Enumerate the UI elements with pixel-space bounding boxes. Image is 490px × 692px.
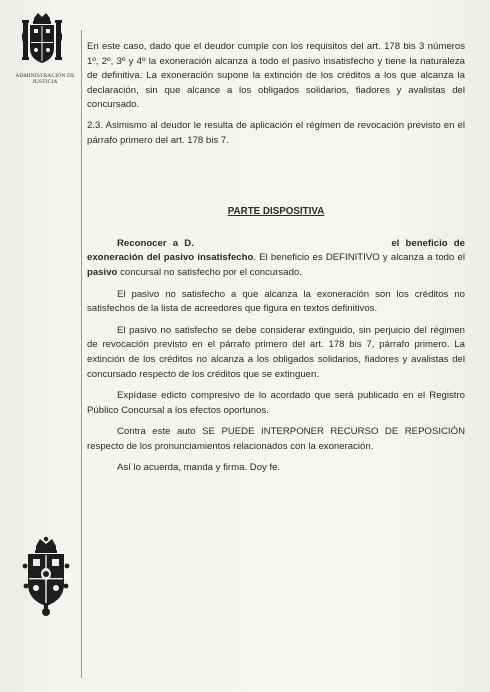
ruling-pasivo-text: pasivo <box>87 266 118 278</box>
paragraph-revocation-regime: 2.3. Asimismo al deudor le resulta de aplicación el régimen de revocación previsto en el párrafo primero del art. 178 bis 7. <box>87 119 465 146</box>
ruling-paragraph <box>87 237 465 281</box>
paragraph-exoneration-scope: En este caso, dado que el deudor cumple con los requisitos del art. 178 bis 3 números 1º, 2º, 3º y 4º la exoneración alcanza a todo el pasivo insatisfecho y tiene la naturaleza de definitiva. La exoneración supone la extinción de los créditos a los que alcanza la declaración, sin que alcance a los obligados solidarios, fiadores y avalistas del concursado. <box>87 41 465 111</box>
document-body <box>87 40 465 476</box>
coat-of-arms-icon <box>20 12 64 70</box>
royal-crest-icon <box>22 536 70 620</box>
paragraph-edict: Expídase edicto compresivo de lo acordado que será publicado en el Registro Público Concursal a los efectos oportunos. <box>87 390 465 416</box>
paragraph-unsatisfied-liabilities: El pasivo no satisfecho a que alcanza la exoneración son los créditos no satisfechos de la lista de acreedores que figura en textos definitivos. <box>87 288 465 315</box>
margin-rule <box>81 30 82 678</box>
ruling-concursal-text: concursal no satisfecho por el concursado. <box>117 266 302 278</box>
ruling-definitive-text: . El beneficio es DEFINITIVO y alcanza a todo el <box>253 252 465 264</box>
paragraph-signature: Así lo acuerda, manda y firma. Doy fe. <box>117 462 281 474</box>
ruling-recognize-text: Reconocer a D. <box>117 237 194 249</box>
paragraph-appeal: Contra este auto SE PUEDE INTERPONER RECURSO DE REPOSICIÓN respecto de los pronunciamientos relacionados con la exoneración. <box>87 426 465 452</box>
paragraph-extinguished: El pasivo no satisfecho se debe considerar extinguido, sin perjuicio del régimen de revocación previsto en el párrafo primero del art. 178 bis 7, párrafo primero. La extinción de los créditos no alcanza a los obligados solidarios, fiadores y avalistas del concursado respecto de los créditos que se extinguen. <box>87 324 465 380</box>
ruling-benefit-text: el beneficio de exoneración del pasivo insatisfecho <box>87 237 466 264</box>
administration-label: ADMINISTRACIÓN DE JUSTICIA <box>15 73 75 86</box>
section-heading: PARTE DISPOSITIVA <box>227 206 325 218</box>
